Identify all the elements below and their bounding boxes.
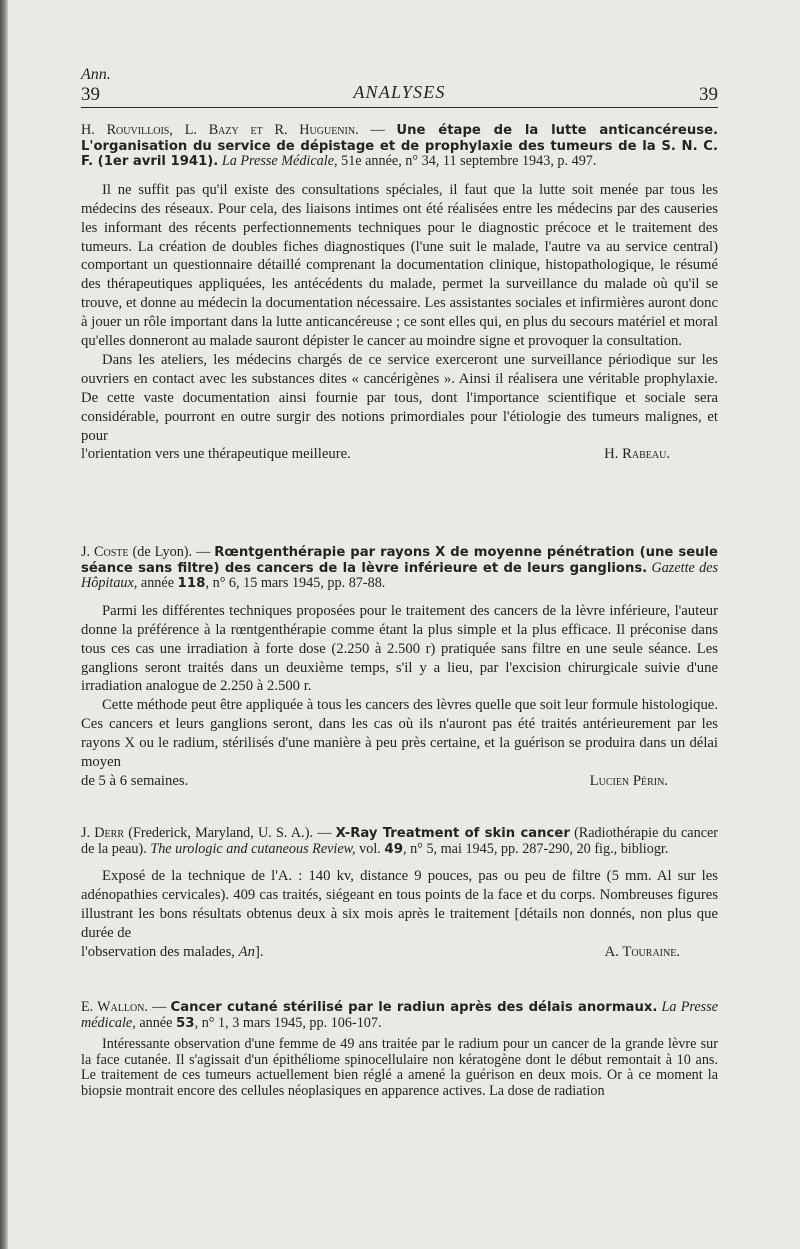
- abstract-2-last-line: de 5 à 6 semaines.: [81, 772, 189, 789]
- abstract-4-dash: —: [152, 999, 167, 1015]
- abstract-2-citation-pre: année: [140, 575, 174, 592]
- journal-abbreviation: Ann.: [81, 66, 111, 83]
- page-number-right: 39: [699, 84, 718, 105]
- abstract-1-citation: 51e année, n° 34, 11 septembre 1943, p. 497.: [341, 153, 597, 170]
- abstract-3-title-after: (Radiothérapie du cancer de la peau).: [81, 825, 719, 857]
- abstract-2-title: Rœntgenthérapie par rayons X de moyenne pénétration (une seule séance sans filtre) des cancers de la lèvre inférieure et de leurs ganglions.: [81, 545, 719, 576]
- abstract-4-title: Cancer cutané stérilisé par le radiun après des délais anormaux.: [170, 1000, 658, 1015]
- abstract-3-last-line-post: ].: [254, 943, 264, 960]
- page-binding-edge: [0, 0, 8, 1249]
- abstract-3-reference: [81, 826, 718, 857]
- abstract-3-last-line-pre: l'observation des malades,: [81, 943, 235, 960]
- abstract-1-last-line: l'orientation vers une thérapeutique meilleure.: [81, 446, 351, 463]
- abstract-3-title: X-Ray Treatment of skin cancer: [335, 826, 570, 841]
- page-number-left: 39: [81, 84, 100, 105]
- abstract-2-volume: 118: [177, 576, 206, 592]
- abstract-2-authors: J. Coste: [81, 544, 129, 560]
- abstract-2-journal: Gazette des Hôpitaux,: [81, 559, 718, 592]
- running-title: ANALYSES: [353, 82, 446, 102]
- abstract-1-journal: La Presse Médicale,: [221, 153, 338, 170]
- abstract-4-reference: [81, 1000, 718, 1031]
- abstract-3-affiliation: (Frederick, Maryland, U. S. A.).: [128, 825, 313, 841]
- abstract-1-paragraph-1: Il ne suffit pas qu'il existe des consultations spéciales, il faut que la lutte soit menée par tous les médecins des réseaux. Pour cela, des liaisons intimes ont été réalisées entre les médecins par des causeries les informant des récents perfectionnements techniques pour le diagnostic précoce et le traitement des tumeurs. La création de doubles fiches diagnostiques (l'une suit le malade, l'autre va au service central) comportant un questionnaire détaillé comprenant la documentation clinique, histopathologique, le résumé des thérapeutiques appliquées, les antécédents du malade, permet la surveillance du malade où qu'il se trouve, et donne au médecin la documentation nécessaire. Les assistantes sociales et infirmières auront donc à jouer un rôle important dans la lutte anticancéreuse ; ce sont elles qui, en plus du secours matériel et moral qu'elles donneront au malade sauront dépister le cancer au moindre signe et provoquer la consultation.: [81, 181, 718, 350]
- abstract-3-paragraph-1: Exposé de la technique de l'A. : 140 kv, distance 9 pouces, pas ou peu de filtre (5 mm. Al sur les adénopathies cervicales). 409 cas traités, siégeant en tous points de la face et du corps. Nombreuses figures illustrant les bons résultats obtenus deux à six mois après le traitement [détails non donnés, non plus que durée de: [81, 868, 718, 941]
- abstract-2-paragraph-2: Cette méthode peut être appliquée à tous les cancers des lèvres quelle que soit leur formule histologique. Ces cancers et leurs ganglions seront, dans les cas où ils n'auront pas été traités antérieurement par les rayons X ou le radium, stérilisés d'une manière à peu près certaine, et la guérison se produira dans un délai moyen: [81, 697, 718, 771]
- abstract-3-journal: The urologic and cutaneous Review,: [150, 840, 356, 857]
- abstract-4-citation: , n° 1, 3 mars 1945, pp. 106-107.: [194, 1014, 382, 1031]
- abstract-2-affiliation: (de Lyon).: [132, 544, 193, 560]
- abstract-3-dash: —: [317, 825, 332, 841]
- abstract-2-dash: —: [196, 544, 211, 560]
- page-header: [81, 66, 718, 110]
- abstract-4-paragraph-1: Intéressante observation d'une femme de 49 ans traitée par le radium pour un cancer de la grande lèvre sur la face cutanée. Il s'agissait d'un épithéliome spinocellulaire non kératogène dont le début remontait à 10 ans. Le traitement de ces tumeurs actuellement bien réglé a amené la guérison en deux mois. Or à ce moment la biopsie montrait encore des cellules néoplasiques en apparence actives. La dose de radiation: [81, 1036, 718, 1099]
- abstract-2-signature-line: [81, 772, 718, 791]
- abstract-1-reference: [81, 123, 718, 170]
- header-rule: [81, 107, 718, 108]
- abstract-1-paragraph-2: [81, 351, 718, 446]
- abstract-2-reference: [81, 545, 718, 592]
- abstract-3-volume: 49: [384, 841, 404, 857]
- abstract-4-volume: 53: [175, 1015, 195, 1031]
- abstract-1-dash: —: [370, 122, 385, 138]
- abstract-3-last-line: [81, 943, 264, 962]
- abstract-4-journal: La Presse médicale,: [81, 999, 719, 1031]
- abstract-4-authors: E. Wallon.: [81, 999, 148, 1015]
- abstract-3-citation-pre: vol.: [359, 840, 381, 857]
- abstract-4-citation-pre: année: [139, 1014, 173, 1031]
- abstract-3-reviewer: A. Touraine.: [604, 943, 680, 960]
- abstract-1-signature-line: [81, 445, 718, 464]
- abstract-2-reviewer: Lucien Périn.: [589, 772, 668, 789]
- abstract-2: [81, 545, 718, 791]
- abstract-1-paragraph-2-text: Dans les ateliers, les médecins chargés de ce service exerceront une surveillance périodique sur les ouvriers en contact avec les substances dites « cancérigènes ». Ainsi il réalisera une véritable prophylaxie. De cette vaste documentation ainsi fournie par tous, dont l'importance scientifique et sociale sera considérable, pourront en outre surgir des notions primordiales pour l'étiologie des tumeurs malignes, et pour: [81, 351, 718, 444]
- abstract-2-citation: , n° 6, 15 mars 1945, pp. 87-88.: [205, 575, 386, 592]
- abstract-3-last-line-ital: An: [238, 943, 255, 960]
- abstract-1: [81, 123, 718, 464]
- abstract-3: [81, 826, 718, 962]
- abstract-4: [81, 1000, 718, 1100]
- abstract-1-title: Une étape de la lutte anticancéreuse. L'organisation du service de dépistage et de prophylaxie des tumeurs de la S. N. C. F. (1er avril 1941).: [81, 123, 719, 170]
- abstract-3-authors: J. Derr: [81, 825, 124, 841]
- abstract-1-authors: H. Rouvillois, L. Bazy et R. Huguenin.: [81, 122, 359, 138]
- abstract-1-reviewer: H. Rabeau.: [604, 446, 670, 463]
- abstract-3-signature-line: [81, 943, 718, 962]
- abstract-2-paragraph-1: Parmi les différentes techniques proposées pour le traitement des cancers de la lèvre inférieure, l'auteur donne la préférence à la rœntgenthérapie comme étant la plus simple et la plus efficace. Il préconise dans tous ces cas une irradiation à forte dose (2.250 à 2.500 r) pratiquée sans filtre en une seule séance. Les ganglions seront traités dans un deuxième temps, s'il y a lieu, par l'excision chirurgicale suivie d'une irradiation analogue de 2.250 à 2.500 r.: [81, 602, 718, 695]
- abstract-3-citation: , n° 5, mai 1945, pp. 287-290, 20 fig., bibliogr.: [403, 840, 669, 857]
